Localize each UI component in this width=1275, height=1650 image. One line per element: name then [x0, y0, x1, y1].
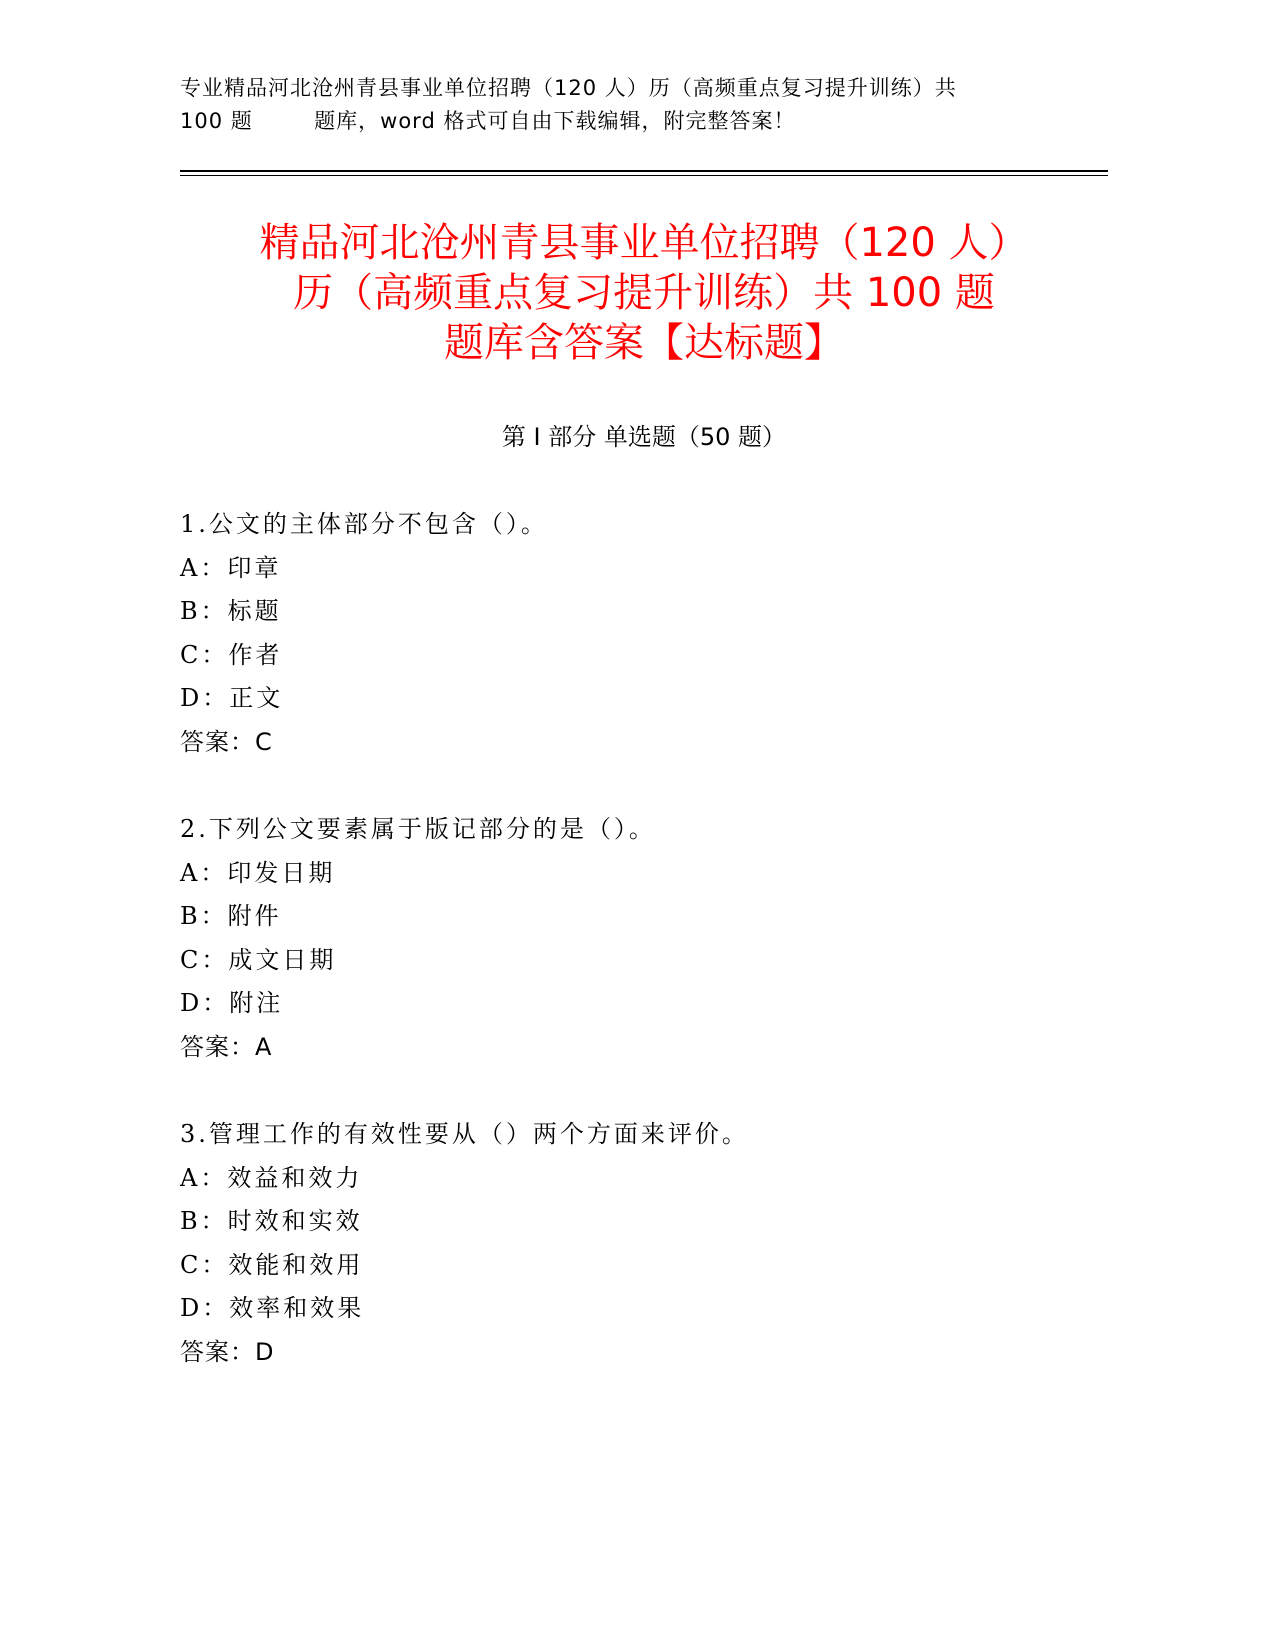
option-d: D：正文: [180, 684, 284, 713]
title-line-3: 题库含答案【达标题】: [444, 320, 844, 366]
option-c: C：作者: [180, 640, 283, 669]
question-3: [180, 1113, 1080, 1375]
option-c: C：效能和效用: [180, 1250, 364, 1279]
question-2: [180, 808, 1080, 1070]
option-b: B：时效和实效: [180, 1207, 363, 1236]
question-stem: 3.管理工作的有效性要从（）两个方面来评价。: [180, 1120, 749, 1148]
option-a: A：印发日期: [180, 858, 336, 887]
title-line-2: 历（高频重点复习提升训练）共 100 题: [293, 270, 995, 316]
header-rule-thick: [180, 170, 1108, 172]
answer: 答案：A: [180, 1032, 273, 1061]
question-stem: 1.公文的主体部分不包含（）。: [180, 510, 548, 538]
answer: 答案：C: [180, 727, 273, 756]
document-header-note: [180, 72, 1040, 138]
option-c: C：成文日期: [180, 945, 337, 974]
document-title: [180, 218, 1108, 368]
option-a: A：印章: [180, 553, 282, 582]
answer: 答案：D: [180, 1337, 275, 1366]
option-d: D：附注: [180, 989, 284, 1018]
header-rule-thin: [180, 175, 1108, 176]
option-b: B：标题: [180, 597, 282, 626]
question-stem: 2.下列公文要素属于版记部分的是（）。: [180, 815, 656, 843]
option-d: D：效率和效果: [180, 1294, 365, 1323]
question-1: [180, 503, 1080, 765]
option-a: A：效益和效力: [180, 1163, 363, 1192]
header-line-2: 100 题 题库，word 格式可自由下载编辑，附完整答案！: [180, 109, 796, 133]
title-line-1: 精品河北沧州青县事业单位招聘（120 人）: [259, 220, 1029, 266]
section-title: 第 I 部分 单选题（50 题）: [501, 423, 787, 451]
option-b: B：附件: [180, 902, 282, 931]
header-line-1: 专业精品河北沧州青县事业单位招聘（120 人）历（高频重点复习提升训练）共: [180, 76, 957, 100]
